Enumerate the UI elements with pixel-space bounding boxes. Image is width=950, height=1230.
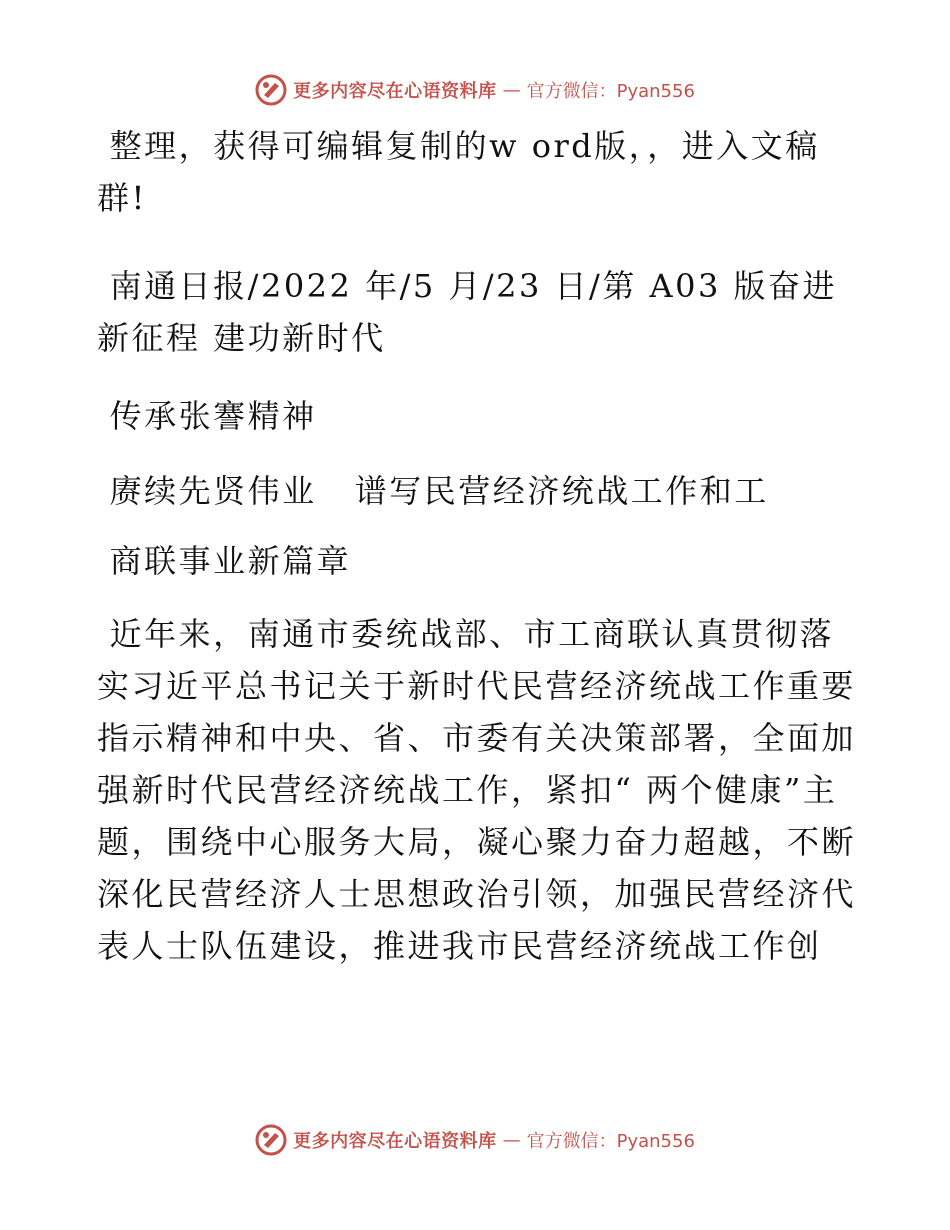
watermark-main-text: 更多内容尽在心语资料库 <box>293 81 497 102</box>
watermark-main-text: 更多内容尽在心语资料库 <box>293 1131 497 1152</box>
watermark-separator: — <box>502 79 521 101</box>
brand-logo-icon <box>255 1124 287 1156</box>
watermark-separator: — <box>502 1129 521 1151</box>
paragraph-heading-2: 赓续先贤伟业 谱写民营经济统战工作和工 <box>97 472 769 510</box>
watermark-contact-text: 官方微信：Pyan556 <box>526 81 695 102</box>
header-watermark <box>0 70 950 110</box>
paragraph-heading-3: 商联事业新篇章 <box>97 542 352 580</box>
footer-watermark <box>0 1120 950 1160</box>
brand-logo-icon <box>255 74 287 106</box>
watermark-contact-text: 官方微信：Pyan556 <box>526 1131 695 1152</box>
paragraph-source: 南通日报/2022 年/5 月/23 日/第 A03 版奋进新征程 建功新时代 <box>97 267 838 357</box>
paragraph-body: 近年来，南通市委统战部、市工商联认真贯彻落实习近平总书记关于新时代民营经济统战工作重要指示精神和中央、省、市委有关决策部署，全面加强新时代民营经济统战工作，紧扣“ 两个健康”主题，围绕中心服务大局，凝心聚力奋力超越，不断深化民营经济人士思想政治引领，加强民营经济代表人士队伍建设，推进我市民营经济统战工作创 <box>97 615 857 965</box>
paragraph-heading-1: 传承张謇精神 <box>97 397 317 435</box>
paragraph-intro: 整理，获得可编辑复制的w ord版，，进入文稿群! <box>97 127 820 217</box>
